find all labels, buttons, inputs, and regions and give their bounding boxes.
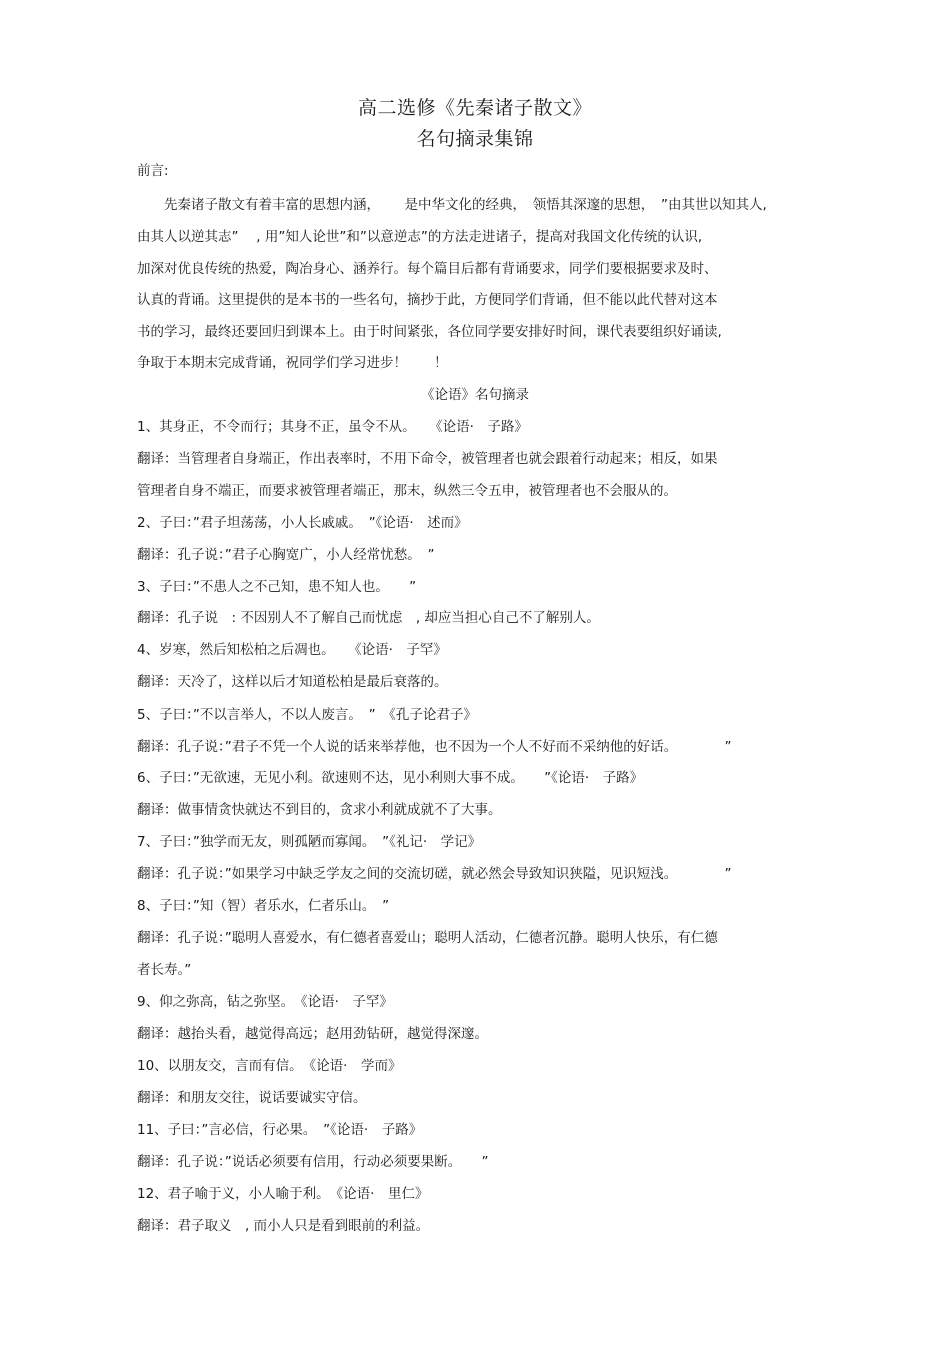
translation-line: 翻译：孔子说：”君子心胸宽广，小人经常忧愁。 ” [137, 547, 435, 563]
quote-line: 6、子曰：”无欲速，无见小利。欲速则不达，见小利则大事不成。 ”《论语· 子路》 [137, 770, 644, 786]
preface-line: 认真的背诵。这里提供的是本书的一些名句，摘抄于此，方便同学们背诵，但不能以此代替对这本 [137, 292, 718, 308]
preface-line: 加深对优良传统的热爱，陶冶身心、涵养行。每个篇目后都有背诵要求，同学们要根据要求及时、 [137, 261, 718, 277]
translation-line: 翻译：孔子说：”君子不凭一个人说的话来举荐他，也不因为一个人不好而不采纳他的好话。 ” [137, 739, 732, 755]
quote-line: 8、子曰：”知（智）者乐水，仁者乐山。 ” [137, 898, 390, 914]
translation-line: 翻译：天冷了，这样以后才知道松柏是最后衰落的。 [137, 674, 448, 690]
translation-line: 翻译：孔子说 : 不因别人不了解自己而忧虑 , 却应当担心自己不了解别人。 [137, 610, 600, 626]
quote-line: 3、子曰：”不患人之不己知，患不知人也。 ” [137, 579, 417, 595]
translation-line: 翻译：和朋友交往，说话要诚实守信。 [137, 1090, 367, 1106]
document-title: 高二选修《先秦诸子散文》 [357, 97, 592, 119]
translation-line: 翻译：越抬头看，越觉得高远；赵用劲钻研，越觉得深邃。 [137, 1026, 488, 1042]
quote-line: 7、子曰：”独学而无友，则孤陋而寡闻。 ”《礼记· 学记》 [137, 834, 482, 850]
preface-line: 由其人以逆其志” , 用”知人论世”和”以意逆志”的方法走进诸子，提高对我国文化传统的认识, [137, 229, 703, 245]
translation-line: 翻译：孔子说：”聪明人喜爱水，有仁德者喜爱山；聪明人活动，仁德者沉静。聪明人快乐，有仁德 [137, 930, 718, 946]
quote-line: 9、仰之弥高，钻之弥坚。 《论语· 子罕》 [137, 994, 393, 1010]
translation-line: 翻译：孔子说：”如果学习中缺乏学友之间的交流切磋，就必然会导致知识狭隘，见识短浅。 ” [137, 866, 732, 882]
quote-line: 11、子曰：”言必信，行必果。 ”《论语· 子路》 [137, 1122, 423, 1138]
document-subtitle: 名句摘录集锦 [416, 128, 534, 150]
translation-line: 翻译：君子取义 , 而小人只是看到眼前的利益。 [137, 1218, 430, 1234]
preface-label: 前言: [137, 163, 169, 179]
quote-line: 1、其身正，不令而行；其身不正，虽令不从。 《论语· 子路》 [137, 419, 528, 435]
translation-line: 管理者自身不端正，而要求被管理者端正，那末，纵然三令五申，被管理者也不会服从的。 [137, 483, 677, 499]
preface-line: 争取于本期末完成背诵，祝同学们学习进步！ ！ [137, 355, 448, 371]
section-title: 《论语》名句摘录 [421, 387, 529, 403]
quote-line: 10、以朋友交，言而有信。 《论语· 学而》 [137, 1058, 402, 1074]
quote-line: 2、子曰：”君子坦荡荡，小人长戚戚。 ”《论语· 述而》 [137, 515, 468, 531]
quote-line: 5、子曰：”不以言举人，不以人废言。 ” 《孔子论君子》 [137, 707, 477, 723]
quote-line: 12、君子喻于义，小人喻于利。 《论语· 里仁》 [137, 1186, 429, 1202]
translation-line: 者长寿。” [137, 962, 192, 978]
preface-line: 先秦诸子散文有着丰富的思想内涵， 是中华文化的经典， 领悟其深邃的思想， ”由其世以知其人, [164, 197, 767, 213]
quote-line: 4、岁寒，然后知松柏之后凋也。 《论语· 子罕》 [137, 642, 447, 658]
translation-line: 翻译：做事情贪快就达不到目的，贪求小利就成就不了大事。 [137, 802, 502, 818]
translation-line: 翻译：当管理者自身端正，作出表率时，不用下命令，被管理者也就会跟着行动起来；相反，如果 [137, 451, 718, 467]
preface-line: 书的学习，最终还要回归到课本上。由于时间紧张，各位同学要安排好时间，课代表要组织好诵读, [137, 324, 722, 340]
translation-line: 翻译：孔子说：”说话必须要有信用，行动必须要果断。 ” [137, 1154, 489, 1170]
